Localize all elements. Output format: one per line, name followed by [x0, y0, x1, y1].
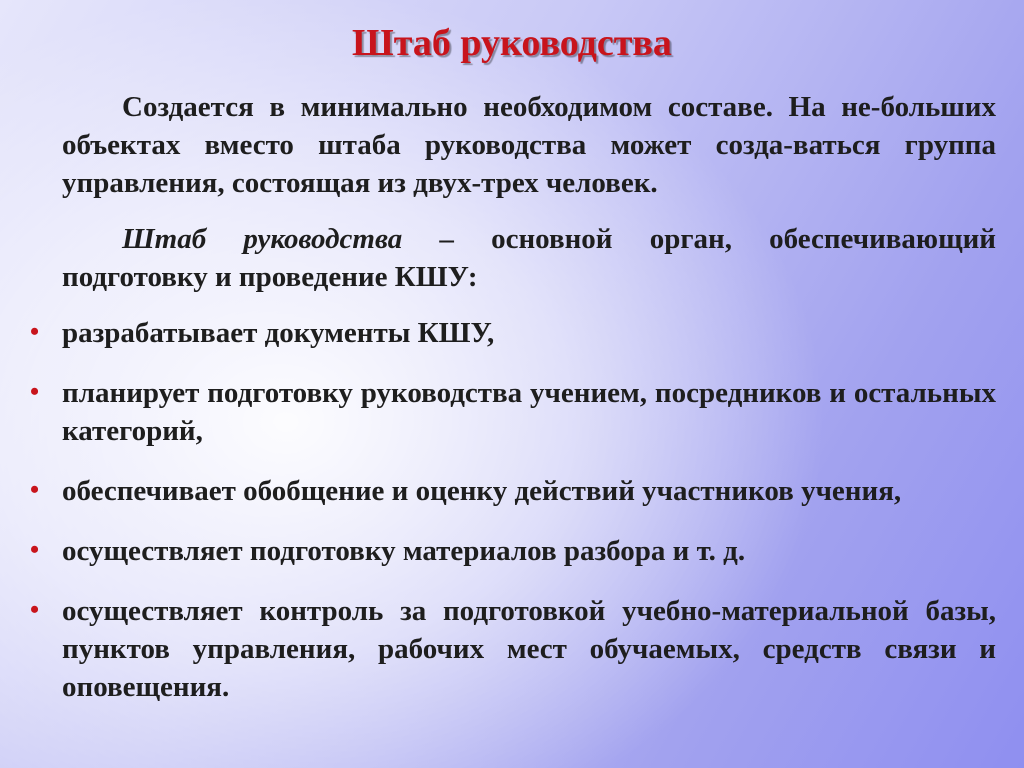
list-item-text: планирует подготовку руководства учением, посредников и остальных категорий,: [62, 377, 996, 447]
bullet-icon: •: [30, 595, 40, 624]
bullet-icon: •: [30, 317, 40, 346]
bullet-icon: •: [30, 475, 40, 504]
paragraph-definition: [62, 220, 996, 296]
slide-content: [30, 88, 996, 728]
list-item: [30, 314, 996, 352]
list-item-text: обеспечивает обобщение и оценку действий участников учения,: [62, 475, 902, 507]
paragraph-composition: Создается в минимально необходимом составе. На не-больших объектах вместо штаба руководства может созда-ваться группа управления, состоящая из двух-трех человек.: [62, 91, 996, 199]
slide-title: Штаб руководства: [352, 22, 672, 64]
bullet-icon: •: [30, 535, 40, 564]
list-item: [30, 472, 996, 510]
list-item: [30, 592, 996, 706]
definition-text: – основной орган, обеспечивающий подготовку и проведение КШУ:: [62, 223, 996, 293]
bullet-icon: •: [30, 377, 40, 406]
list-item: [30, 374, 996, 450]
duties-list: [30, 314, 996, 706]
list-item-text: разрабатывает документы КШУ,: [62, 317, 495, 349]
list-item-text: осуществляет подготовку материалов разбора и т. д.: [62, 535, 746, 567]
list-item: [30, 532, 996, 570]
definition-term: Штаб руководства: [122, 223, 403, 255]
list-item-text: осуществляет контроль за подготовкой учебно-материальной базы, пунктов управления, рабочих мест обучаемых, средств связи и оповещения.: [62, 595, 996, 703]
